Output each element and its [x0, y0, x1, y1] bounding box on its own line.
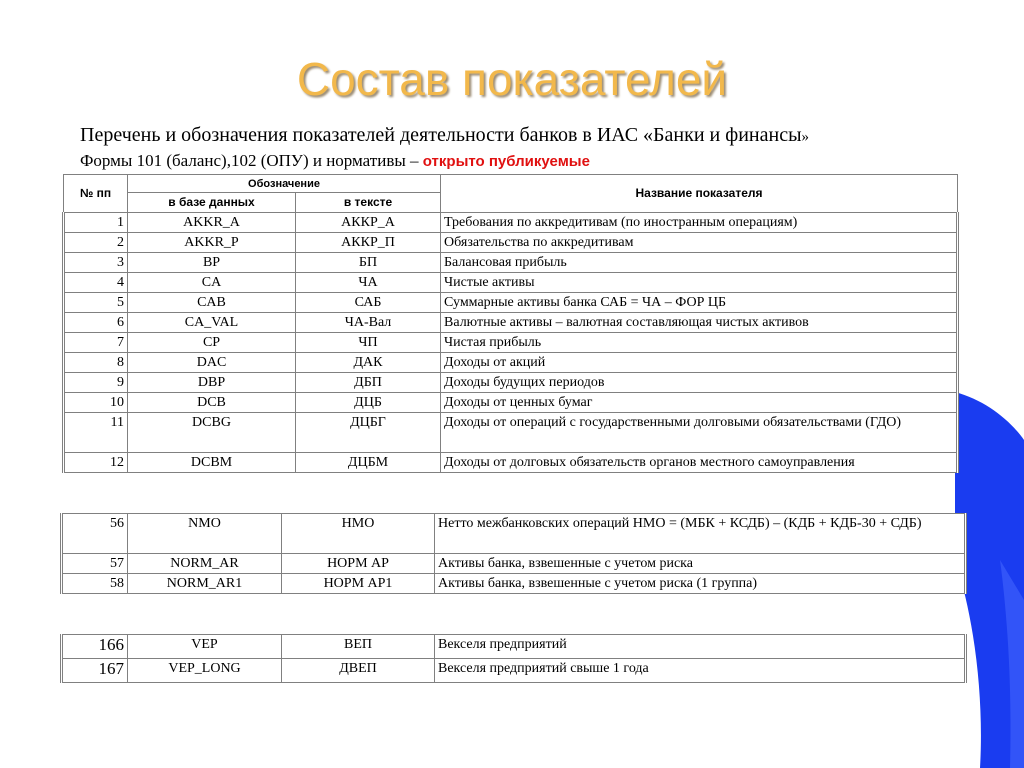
subtitle-line-2	[80, 151, 590, 171]
table-row	[62, 554, 966, 574]
header-in-text: в тексте	[296, 193, 441, 213]
db-code: DCB	[128, 393, 296, 413]
header-designation: Обозначение	[128, 175, 441, 193]
row-number: 56	[62, 514, 128, 554]
db-code: NORM_AR	[128, 554, 282, 574]
text-code: БП	[296, 253, 441, 273]
text-code: АККР_А	[296, 213, 441, 233]
table-row	[64, 313, 958, 333]
db-code: VEP_LONG	[128, 659, 282, 683]
subtitle-forms-text: Формы 101 (баланс),102 (ОПУ) и нормативы –	[80, 151, 423, 170]
header-name: Название показателя	[441, 175, 958, 213]
table-row	[64, 353, 958, 373]
text-code: ДВЕП	[282, 659, 435, 683]
subtitle-text: Перечень и обозначения показателей деятельности банков в ИАС «Банки и финансы	[80, 124, 802, 146]
row-number: 167	[62, 659, 128, 683]
text-code: САБ	[296, 293, 441, 313]
table-row	[64, 333, 958, 353]
row-number: 9	[64, 373, 128, 393]
header-in-db: в базе данных	[128, 193, 296, 213]
db-code: AKKR_P	[128, 233, 296, 253]
text-code: ДЦБМ	[296, 453, 441, 473]
indicators-table-1	[62, 174, 959, 473]
db-code: VEP	[128, 635, 282, 659]
table-row	[64, 293, 958, 313]
row-number: 7	[64, 333, 128, 353]
page-title: Состав показателей	[296, 53, 728, 105]
db-code: DAC	[128, 353, 296, 373]
db-code: NORM_AR1	[128, 574, 282, 594]
table-row	[64, 213, 958, 233]
table-row	[64, 453, 958, 473]
text-code: ДЦБГ	[296, 413, 441, 453]
text-code: НОРМ АР1	[282, 574, 435, 594]
db-code: DBP	[128, 373, 296, 393]
indicator-name: Активы банка, взвешенные с учетом риска	[435, 554, 966, 574]
indicator-name: Доходы от акций	[441, 353, 958, 373]
row-number: 4	[64, 273, 128, 293]
text-code: НОРМ АР	[282, 554, 435, 574]
row-number: 1	[64, 213, 128, 233]
row-number: 5	[64, 293, 128, 313]
table-row	[64, 393, 958, 413]
row-number: 10	[64, 393, 128, 413]
indicator-name: Доходы от долговых обязательств органов местного самоуправления	[441, 453, 958, 473]
indicator-name: Обязательства по аккредитивам	[441, 233, 958, 253]
indicator-name: Чистая прибыль	[441, 333, 958, 353]
row-number: 12	[64, 453, 128, 473]
db-code: NMO	[128, 514, 282, 554]
row-number: 166	[62, 635, 128, 659]
indicator-name: Векселя предприятий	[435, 635, 966, 659]
row-number: 11	[64, 413, 128, 453]
db-code: CAB	[128, 293, 296, 313]
text-code: ЧА-Вал	[296, 313, 441, 333]
db-code: CA_VAL	[128, 313, 296, 333]
text-code: ДЦБ	[296, 393, 441, 413]
text-code: ДАК	[296, 353, 441, 373]
db-code: DCBG	[128, 413, 296, 453]
text-code: ЧА	[296, 273, 441, 293]
db-code: CA	[128, 273, 296, 293]
db-code: BP	[128, 253, 296, 273]
table-row	[62, 659, 966, 683]
published-highlight: открыто публикуемые	[422, 153, 590, 170]
indicator-name: Суммарные активы банка САБ = ЧА – ФОР ЦБ	[441, 293, 958, 313]
indicator-name: Балансовая прибыль	[441, 253, 958, 273]
header-num: № пп	[64, 175, 128, 213]
table-row	[64, 273, 958, 293]
row-number: 57	[62, 554, 128, 574]
indicator-name: Требования по аккредитивам (по иностранным операциям)	[441, 213, 958, 233]
row-number: 2	[64, 233, 128, 253]
indicator-name: Активы банка, взвешенные с учетом риска (1 группа)	[435, 574, 966, 594]
row-number: 58	[62, 574, 128, 594]
indicators-table-3	[60, 634, 967, 683]
row-number: 3	[64, 253, 128, 273]
text-code: АККР_П	[296, 233, 441, 253]
indicator-name: Доходы от операций с государственными долговыми обязательствами (ГДО)	[441, 413, 958, 453]
indicators-table-2	[60, 513, 967, 594]
indicator-name: Доходы будущих периодов	[441, 373, 958, 393]
text-code: НМО	[282, 514, 435, 554]
table-row	[62, 514, 966, 554]
table-row	[62, 574, 966, 594]
text-code: ЧП	[296, 333, 441, 353]
subtitle-quote-end: »	[801, 129, 810, 145]
indicator-name: Нетто межбанковских операций НМО = (МБК + КСДБ) – (КДБ + КДБ-30 + СДБ)	[435, 514, 966, 554]
row-number: 8	[64, 353, 128, 373]
indicator-name: Векселя предприятий свыше 1 года	[435, 659, 966, 683]
text-code: ВЕП	[282, 635, 435, 659]
text-code: ДБП	[296, 373, 441, 393]
db-code: CP	[128, 333, 296, 353]
table-row	[64, 253, 958, 273]
table-row	[62, 635, 966, 659]
db-code: AKKR_A	[128, 213, 296, 233]
indicator-name: Доходы от ценных бумаг	[441, 393, 958, 413]
indicator-name: Чистые активы	[441, 273, 958, 293]
indicator-name: Валютные активы – валютная составляющая чистых активов	[441, 313, 958, 333]
db-code: DCBM	[128, 453, 296, 473]
table-row	[64, 413, 958, 453]
row-number: 6	[64, 313, 128, 333]
table-row	[64, 233, 958, 253]
table-row	[64, 373, 958, 393]
subtitle-line-1	[80, 124, 809, 147]
